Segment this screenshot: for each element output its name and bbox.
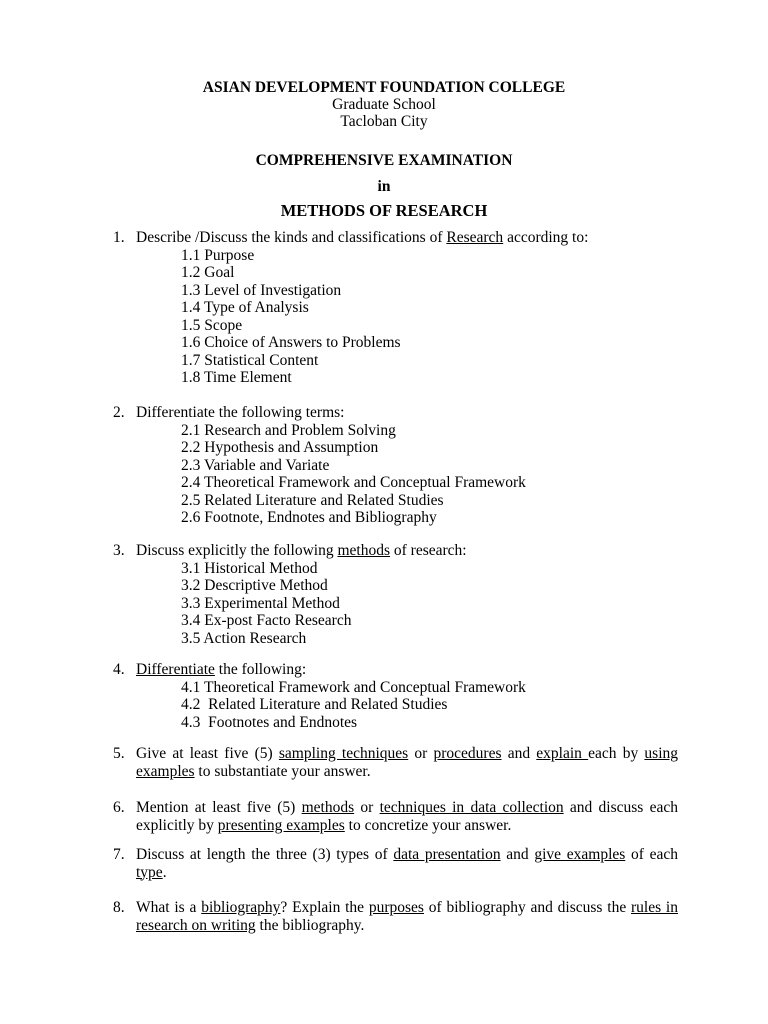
text-segment: Discuss explicitly the following [136,542,338,559]
text-segment: and [501,745,537,762]
question-number: 4. [113,661,125,678]
sub-item: 1.7 Statistical Content [181,351,319,369]
question-number: 5. [113,745,125,762]
sub-item: 2.3 Variable and Variate [181,456,330,474]
sub-item: 3.3 Experimental Method [181,594,340,612]
graduate-school: Graduate School [332,96,436,113]
question-number: 7. [113,846,125,863]
underlined-term: bibliography [201,899,281,916]
sub-item: 1.8 Time Element [181,369,292,386]
text-segment: of research: [390,542,467,559]
text-segment: Describe /Discuss the kinds and classifications of [136,229,447,246]
exam-title: COMPREHENSIVE EXAMINATION [255,152,513,169]
sub-item: 2.4 Theoretical Framework and Conceptual Framework [181,474,526,491]
underlined-term: using examples [136,745,679,780]
text-segment: the bibliography. [255,916,365,934]
question-text [136,745,678,780]
question-number: 3. [113,542,125,559]
text-segment: of each [625,846,678,863]
sub-item: 1.2 Goal [181,264,235,281]
question-number: 2. [113,404,125,421]
text-segment: Mention at least five (5) [136,799,302,816]
text-segment: to concretize your answer. [344,816,512,834]
subject-title: METHODS OF RESEARCH [280,201,488,220]
question-text [136,799,678,834]
sub-item: 4.3 Footnotes and Endnotes [181,713,358,731]
text-segment: Give at least five (5) [136,745,279,762]
underlined-term: sampling techniques [278,745,409,762]
text-segment: . [162,863,167,881]
underlined-term: rules in research on writing [136,899,678,934]
question-text [136,229,678,247]
question-text [136,661,678,679]
text-segment: of bibliography and discuss the [423,899,631,916]
text-segment: or [354,799,380,816]
sub-item: 1.3 Level of Investigation [181,281,342,299]
underlined-term: presenting examples [217,816,345,834]
text-segment: each by [588,745,645,762]
sub-item: 1.4 Type of Analysis [181,299,309,316]
sub-item: 4.1 Theoretical Framework and Conceptual Framework [181,678,526,696]
question-number: 6. [113,799,125,816]
underlined-term: techniques in data collection [379,799,564,816]
underlined-term: procedures [433,745,502,762]
sub-item: 2.5 Related Literature and Related Studies [181,491,444,509]
sub-item: 1.6 Choice of Answers to Problems [181,334,401,351]
question-number: 1. [113,229,125,246]
text-segment: according to: [503,229,589,246]
sub-item: 3.1 Historical Method [181,559,318,577]
college-name: ASIAN DEVELOPMENT FOUNDATION COLLEGE [202,79,566,96]
sub-item: 2.2 Hypothesis and Assumption [181,439,379,456]
text-segment: to substantiate your answer. [194,762,371,780]
underlined-term: Differentiate [136,661,215,678]
underlined-term: data presentation [393,846,501,863]
sub-item: 3.2 Descriptive Method [181,577,328,594]
underlined-term: explain [536,745,589,762]
text-segment: What is a [136,899,202,916]
sub-item: 3.5 Action Research [181,629,307,647]
underlined-term: methods [301,799,355,816]
text-segment: or [408,745,434,762]
underlined-term: give examples [534,846,626,863]
sub-item: 2.6 Footnote, Endnotes and Bibliography [181,509,437,526]
sub-item-list [181,247,661,387]
sub-item-list [181,560,661,648]
underlined-term: methods [337,542,391,559]
sub-item: 4.2 Related Literature and Related Studies [181,696,448,713]
sub-item-list [181,422,661,527]
question-text [136,846,678,881]
city: Tacloban City [340,113,428,130]
sub-item: 3.4 Ex-post Facto Research [181,612,352,629]
text-segment: ? Explain the [280,899,369,916]
exam-in: in [377,178,391,195]
underlined-term: purposes [368,899,424,916]
text-segment: and discuss each explicitly by [136,799,678,834]
underlined-term: type [136,863,163,881]
sub-item-list [181,679,661,732]
question-text: Differentiate the following terms: [136,404,345,421]
sub-item: 1.5 Scope [181,316,243,334]
question-text [136,542,678,560]
text-segment: Discuss at length the three (3) types of [136,846,394,863]
sub-item: 1.1 Purpose [181,246,255,264]
sub-item: 2.1 Research and Problem Solving [181,421,396,439]
text-segment: the following: [214,661,307,678]
question-number: 8. [113,899,125,916]
question-text [136,899,678,934]
underlined-term: Research [446,229,504,246]
text-segment: and [500,846,535,863]
